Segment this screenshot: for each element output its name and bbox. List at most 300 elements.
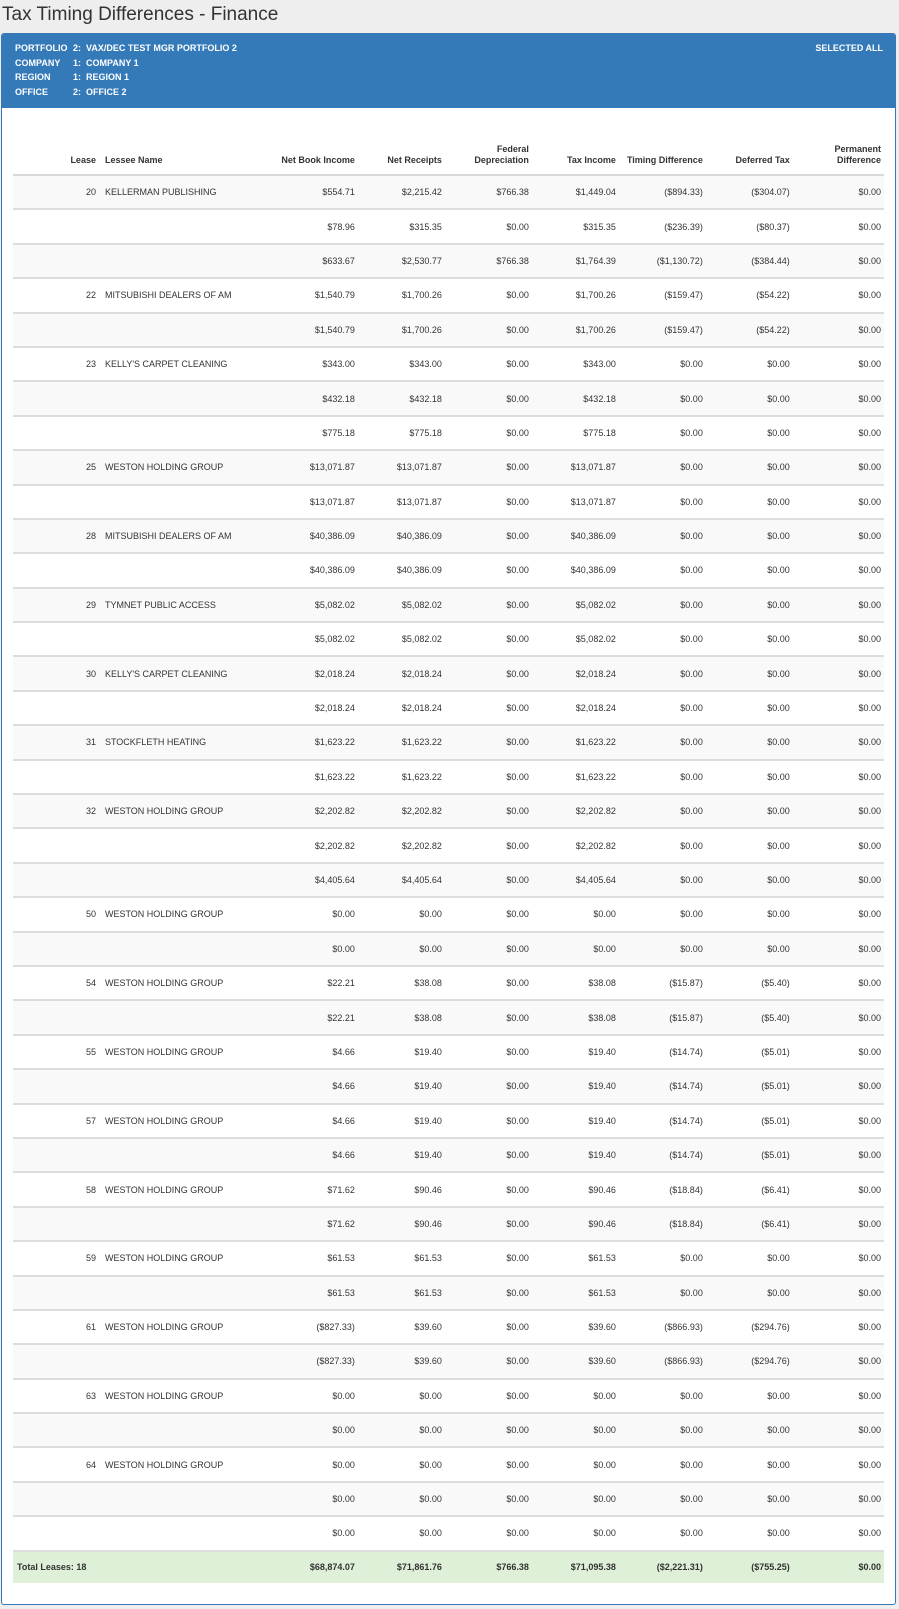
permanent-difference-cell: $0.00 bbox=[793, 450, 884, 484]
tax-income-cell: $432.18 bbox=[532, 381, 619, 415]
table-row[interactable] bbox=[13, 313, 884, 347]
net-receipts-cell: $40,386.09 bbox=[358, 519, 445, 553]
net-receipts-cell: $19.40 bbox=[358, 1035, 445, 1069]
permanent-difference-cell: $0.00 bbox=[793, 863, 884, 897]
net-book-income-cell: $2,202.82 bbox=[271, 828, 358, 862]
deferred-tax-cell: $0.00 bbox=[706, 416, 793, 450]
total-net-book-income: $68,874.07 bbox=[271, 1551, 358, 1583]
table-row[interactable] bbox=[13, 1482, 884, 1516]
lease-cell bbox=[13, 1207, 99, 1241]
tax-income-cell: $61.53 bbox=[532, 1276, 619, 1310]
net-receipts-cell: $0.00 bbox=[358, 1379, 445, 1413]
net-receipts-cell: $61.53 bbox=[358, 1276, 445, 1310]
tax-income-cell: $4,405.64 bbox=[532, 863, 619, 897]
col-header-net-book-income[interactable]: Net Book Income bbox=[271, 122, 358, 175]
table-row[interactable] bbox=[13, 1138, 884, 1172]
tax-income-cell: $5,082.02 bbox=[532, 588, 619, 622]
deferred-tax-cell: ($5.01) bbox=[706, 1138, 793, 1172]
filter-key: COMPANY bbox=[15, 57, 61, 68]
permanent-difference-cell: $0.00 bbox=[793, 209, 884, 243]
permanent-difference-cell: $0.00 bbox=[793, 1344, 884, 1378]
net-receipts-cell: $343.00 bbox=[358, 347, 445, 381]
selected-all-label: SELECTED ALL bbox=[815, 43, 883, 53]
federal-depreciation-cell: $0.00 bbox=[445, 656, 532, 690]
tax-income-cell: $61.53 bbox=[532, 1241, 619, 1275]
federal-depreciation-cell: $0.00 bbox=[445, 897, 532, 931]
tax-income-cell: $0.00 bbox=[532, 897, 619, 931]
deferred-tax-cell: ($294.76) bbox=[706, 1310, 793, 1344]
table-row[interactable] bbox=[13, 725, 884, 759]
permanent-difference-cell: $0.00 bbox=[793, 691, 884, 725]
table-row[interactable] bbox=[13, 416, 884, 450]
lease-cell bbox=[13, 1482, 99, 1516]
lessee-cell bbox=[99, 1344, 271, 1378]
filter-value: OFFICE 2 bbox=[86, 86, 127, 97]
tax-income-cell: $19.40 bbox=[532, 1138, 619, 1172]
deferred-tax-cell: ($294.76) bbox=[706, 1344, 793, 1378]
net-receipts-cell: $1,623.22 bbox=[358, 725, 445, 759]
lessee-cell bbox=[99, 1069, 271, 1103]
lessee-cell bbox=[99, 691, 271, 725]
timing-difference-cell: $0.00 bbox=[619, 897, 706, 931]
lessee-cell: WESTON HOLDING GROUP bbox=[99, 1447, 271, 1481]
lessee-cell bbox=[99, 1276, 271, 1310]
permanent-difference-cell: $0.00 bbox=[793, 1104, 884, 1138]
federal-depreciation-cell: $0.00 bbox=[445, 313, 532, 347]
net-receipts-cell: $90.46 bbox=[358, 1207, 445, 1241]
lease-cell bbox=[13, 553, 99, 587]
filter-key: OFFICE bbox=[15, 86, 48, 97]
table-row[interactable] bbox=[13, 1172, 884, 1206]
net-book-income-cell: $775.18 bbox=[271, 416, 358, 450]
net-receipts-cell: $2,202.82 bbox=[358, 794, 445, 828]
net-book-income-cell: $4.66 bbox=[271, 1104, 358, 1138]
table-row[interactable] bbox=[13, 450, 884, 484]
tax-income-cell: $1,700.26 bbox=[532, 278, 619, 312]
net-book-income-cell: $554.71 bbox=[271, 175, 358, 209]
table-row[interactable] bbox=[13, 1000, 884, 1034]
deferred-tax-cell: $0.00 bbox=[706, 1447, 793, 1481]
deferred-tax-cell: ($54.22) bbox=[706, 313, 793, 347]
table-row[interactable] bbox=[13, 1447, 884, 1481]
permanent-difference-cell: $0.00 bbox=[793, 1482, 884, 1516]
permanent-difference-cell: $0.00 bbox=[793, 622, 884, 656]
federal-depreciation-cell: $0.00 bbox=[445, 1138, 532, 1172]
tax-income-cell: $19.40 bbox=[532, 1104, 619, 1138]
table-row[interactable] bbox=[13, 794, 884, 828]
deferred-tax-cell: $0.00 bbox=[706, 622, 793, 656]
permanent-difference-cell: $0.00 bbox=[793, 553, 884, 587]
table-row[interactable] bbox=[13, 863, 884, 897]
net-book-income-cell: $4.66 bbox=[271, 1138, 358, 1172]
filter-portfolio bbox=[2, 43, 895, 58]
net-receipts-cell: $0.00 bbox=[358, 1482, 445, 1516]
table-row[interactable] bbox=[13, 966, 884, 1000]
tax-income-cell: $13,071.87 bbox=[532, 485, 619, 519]
net-book-income-cell: $40,386.09 bbox=[271, 553, 358, 587]
lessee-cell: MITSUBISHI DEALERS OF AM bbox=[99, 278, 271, 312]
lessee-cell: WESTON HOLDING GROUP bbox=[99, 450, 271, 484]
net-book-income-cell: $0.00 bbox=[271, 1379, 358, 1413]
federal-depreciation-cell: $0.00 bbox=[445, 1104, 532, 1138]
table-row[interactable] bbox=[13, 519, 884, 553]
total-permanent-difference: $0.00 bbox=[793, 1551, 884, 1583]
net-receipts-cell: $5,082.02 bbox=[358, 588, 445, 622]
filter-num: 2: bbox=[73, 43, 82, 53]
filter-region bbox=[2, 72, 895, 87]
net-receipts-cell: $315.35 bbox=[358, 209, 445, 243]
permanent-difference-cell: $0.00 bbox=[793, 932, 884, 966]
permanent-difference-cell: $0.00 bbox=[793, 485, 884, 519]
net-book-income-cell: $1,623.22 bbox=[271, 725, 358, 759]
net-book-income-cell: $61.53 bbox=[271, 1241, 358, 1275]
deferred-tax-cell: $0.00 bbox=[706, 828, 793, 862]
deferred-tax-cell: ($384.44) bbox=[706, 244, 793, 278]
federal-depreciation-cell: $0.00 bbox=[445, 828, 532, 862]
col-header-federal-depreciation[interactable] bbox=[445, 122, 532, 175]
tax-income-cell: $1,700.26 bbox=[532, 313, 619, 347]
table-row[interactable] bbox=[13, 1276, 884, 1310]
net-book-income-cell: $2,018.24 bbox=[271, 656, 358, 690]
federal-depreciation-cell: $0.00 bbox=[445, 1379, 532, 1413]
timing-difference-cell: $0.00 bbox=[619, 519, 706, 553]
tax-income-cell: $0.00 bbox=[532, 1516, 619, 1550]
lessee-cell bbox=[99, 932, 271, 966]
table-header-row bbox=[13, 122, 884, 175]
table-row[interactable] bbox=[13, 760, 884, 794]
net-receipts-cell: $1,700.26 bbox=[358, 278, 445, 312]
permanent-difference-cell: $0.00 bbox=[793, 1069, 884, 1103]
timing-difference-cell: $0.00 bbox=[619, 1379, 706, 1413]
lease-cell: 20 bbox=[13, 175, 99, 209]
federal-depreciation-cell: $0.00 bbox=[445, 691, 532, 725]
lessee-cell: WESTON HOLDING GROUP bbox=[99, 966, 271, 1000]
net-receipts-cell: $2,215.42 bbox=[358, 175, 445, 209]
net-receipts-cell: $0.00 bbox=[358, 897, 445, 931]
timing-difference-cell: $0.00 bbox=[619, 450, 706, 484]
net-receipts-cell: $19.40 bbox=[358, 1069, 445, 1103]
col-header-line: Federal bbox=[496, 144, 529, 154]
tax-income-cell: $315.35 bbox=[532, 209, 619, 243]
deferred-tax-cell: $0.00 bbox=[706, 760, 793, 794]
table-row[interactable] bbox=[13, 1104, 884, 1138]
net-book-income-cell: $61.53 bbox=[271, 1276, 358, 1310]
lessee-cell: KELLERMAN PUBLISHING bbox=[99, 175, 271, 209]
timing-difference-cell: $0.00 bbox=[619, 691, 706, 725]
table-row[interactable] bbox=[13, 691, 884, 725]
lease-cell bbox=[13, 1516, 99, 1550]
lessee-cell bbox=[99, 313, 271, 347]
lease-cell bbox=[13, 209, 99, 243]
permanent-difference-cell: $0.00 bbox=[793, 1241, 884, 1275]
net-receipts-cell: $0.00 bbox=[358, 1516, 445, 1550]
federal-depreciation-cell: $0.00 bbox=[445, 519, 532, 553]
deferred-tax-cell: $0.00 bbox=[706, 897, 793, 931]
col-header-net-receipts[interactable]: Net Receipts bbox=[358, 122, 445, 175]
net-book-income-cell: $0.00 bbox=[271, 1413, 358, 1447]
federal-depreciation-cell: $0.00 bbox=[445, 1413, 532, 1447]
lease-cell bbox=[13, 622, 99, 656]
table-row[interactable] bbox=[13, 175, 884, 209]
federal-depreciation-cell: $0.00 bbox=[445, 381, 532, 415]
total-net-receipts: $71,861.76 bbox=[358, 1551, 445, 1583]
lease-cell bbox=[13, 1344, 99, 1378]
lessee-cell bbox=[99, 828, 271, 862]
table-row[interactable] bbox=[13, 244, 884, 278]
table-row[interactable] bbox=[13, 1207, 884, 1241]
table-row[interactable] bbox=[13, 588, 884, 622]
timing-difference-cell: $0.00 bbox=[619, 485, 706, 519]
tax-income-cell: $5,082.02 bbox=[532, 622, 619, 656]
deferred-tax-cell: ($5.01) bbox=[706, 1104, 793, 1138]
net-receipts-cell: $90.46 bbox=[358, 1172, 445, 1206]
net-receipts-cell: $2,018.24 bbox=[358, 691, 445, 725]
lessee-cell bbox=[99, 622, 271, 656]
timing-difference-cell: ($14.74) bbox=[619, 1035, 706, 1069]
lessee-cell bbox=[99, 485, 271, 519]
tax-income-cell: $0.00 bbox=[532, 1379, 619, 1413]
deferred-tax-cell: $0.00 bbox=[706, 1276, 793, 1310]
lessee-cell bbox=[99, 1516, 271, 1550]
deferred-tax-cell: ($80.37) bbox=[706, 209, 793, 243]
lease-cell: 61 bbox=[13, 1310, 99, 1344]
deferred-tax-cell: ($5.01) bbox=[706, 1035, 793, 1069]
filter-company bbox=[2, 58, 895, 73]
permanent-difference-cell: $0.00 bbox=[793, 1138, 884, 1172]
timing-difference-cell: ($894.33) bbox=[619, 175, 706, 209]
net-book-income-cell: $343.00 bbox=[271, 347, 358, 381]
table-row[interactable] bbox=[13, 1310, 884, 1344]
table-row[interactable] bbox=[13, 1379, 884, 1413]
lessee-cell: TYMNET PUBLIC ACCESS bbox=[99, 588, 271, 622]
lease-cell: 57 bbox=[13, 1104, 99, 1138]
lease-cell bbox=[13, 1069, 99, 1103]
deferred-tax-cell: $0.00 bbox=[706, 794, 793, 828]
deferred-tax-cell: $0.00 bbox=[706, 381, 793, 415]
tax-income-cell: $0.00 bbox=[532, 1413, 619, 1447]
lessee-cell: KELLY'S CARPET CLEANING bbox=[99, 347, 271, 381]
permanent-difference-cell: $0.00 bbox=[793, 897, 884, 931]
lessee-cell: WESTON HOLDING GROUP bbox=[99, 1241, 271, 1275]
federal-depreciation-cell: $0.00 bbox=[445, 622, 532, 656]
net-receipts-cell: $61.53 bbox=[358, 1241, 445, 1275]
table-row[interactable] bbox=[13, 656, 884, 690]
tax-income-cell: $1,623.22 bbox=[532, 760, 619, 794]
table-row[interactable] bbox=[13, 622, 884, 656]
tax-income-cell: $38.08 bbox=[532, 966, 619, 1000]
permanent-difference-cell: $0.00 bbox=[793, 347, 884, 381]
timing-difference-cell: $0.00 bbox=[619, 381, 706, 415]
deferred-tax-cell: $0.00 bbox=[706, 485, 793, 519]
permanent-difference-cell: $0.00 bbox=[793, 966, 884, 1000]
lease-cell bbox=[13, 416, 99, 450]
tax-income-cell: $775.18 bbox=[532, 416, 619, 450]
net-receipts-cell: $2,202.82 bbox=[358, 828, 445, 862]
net-receipts-cell: $13,071.87 bbox=[358, 485, 445, 519]
net-book-income-cell: $4.66 bbox=[271, 1069, 358, 1103]
timing-difference-cell: ($866.93) bbox=[619, 1344, 706, 1378]
col-header-lessee[interactable]: Lessee Name bbox=[99, 122, 271, 175]
table-row[interactable] bbox=[13, 553, 884, 587]
net-receipts-cell: $13,071.87 bbox=[358, 450, 445, 484]
timing-difference-cell: $0.00 bbox=[619, 1413, 706, 1447]
net-book-income-cell: $5,082.02 bbox=[271, 622, 358, 656]
federal-depreciation-cell: $0.00 bbox=[445, 485, 532, 519]
permanent-difference-cell: $0.00 bbox=[793, 1035, 884, 1069]
permanent-difference-cell: $0.00 bbox=[793, 381, 884, 415]
filter-num: 1: bbox=[73, 72, 82, 82]
net-receipts-cell: $2,530.77 bbox=[358, 244, 445, 278]
net-book-income-cell: $1,540.79 bbox=[271, 313, 358, 347]
permanent-difference-cell: $0.00 bbox=[793, 313, 884, 347]
lease-cell bbox=[13, 1413, 99, 1447]
net-receipts-cell: $4,405.64 bbox=[358, 863, 445, 897]
timing-difference-cell: $0.00 bbox=[619, 347, 706, 381]
tax-income-cell: $2,202.82 bbox=[532, 794, 619, 828]
deferred-tax-cell: $0.00 bbox=[706, 1413, 793, 1447]
timing-difference-cell: $0.00 bbox=[619, 588, 706, 622]
net-receipts-cell: $39.60 bbox=[358, 1344, 445, 1378]
timing-difference-cell: $0.00 bbox=[619, 863, 706, 897]
net-book-income-cell: $22.21 bbox=[271, 1000, 358, 1034]
net-book-income-cell: $1,623.22 bbox=[271, 760, 358, 794]
net-book-income-cell: $4.66 bbox=[271, 1035, 358, 1069]
timing-difference-cell: $0.00 bbox=[619, 416, 706, 450]
permanent-difference-cell: $0.00 bbox=[793, 588, 884, 622]
permanent-difference-cell: $0.00 bbox=[793, 1447, 884, 1481]
permanent-difference-cell: $0.00 bbox=[793, 828, 884, 862]
timing-difference-cell: $0.00 bbox=[619, 1276, 706, 1310]
net-book-income-cell: $13,071.87 bbox=[271, 485, 358, 519]
col-header-deferred-tax[interactable]: Deferred Tax bbox=[706, 122, 793, 175]
table-row[interactable] bbox=[13, 209, 884, 243]
timing-difference-cell: ($15.87) bbox=[619, 966, 706, 1000]
total-deferred-tax: ($755.25) bbox=[706, 1551, 793, 1583]
lessee-cell bbox=[99, 863, 271, 897]
deferred-tax-cell: $0.00 bbox=[706, 519, 793, 553]
net-book-income-cell: $71.62 bbox=[271, 1172, 358, 1206]
timing-difference-cell: ($18.84) bbox=[619, 1207, 706, 1241]
permanent-difference-cell: $0.00 bbox=[793, 416, 884, 450]
timing-difference-cell: $0.00 bbox=[619, 1447, 706, 1481]
timing-difference-cell: $0.00 bbox=[619, 794, 706, 828]
table-row[interactable] bbox=[13, 278, 884, 312]
table-row[interactable] bbox=[13, 1344, 884, 1378]
federal-depreciation-cell: $0.00 bbox=[445, 1172, 532, 1206]
timing-difference-cell: ($15.87) bbox=[619, 1000, 706, 1034]
lease-cell: 22 bbox=[13, 278, 99, 312]
table-row[interactable] bbox=[13, 1241, 884, 1275]
deferred-tax-cell: $0.00 bbox=[706, 588, 793, 622]
col-header-timing-difference[interactable]: Timing Difference bbox=[619, 122, 706, 175]
tax-income-cell: $2,018.24 bbox=[532, 691, 619, 725]
net-book-income-cell: $22.21 bbox=[271, 966, 358, 1000]
lease-cell bbox=[13, 691, 99, 725]
federal-depreciation-cell: $0.00 bbox=[445, 1276, 532, 1310]
federal-depreciation-cell: $0.00 bbox=[445, 725, 532, 759]
table-row[interactable] bbox=[13, 828, 884, 862]
table-row[interactable] bbox=[13, 1035, 884, 1069]
lease-cell bbox=[13, 313, 99, 347]
table-row[interactable] bbox=[13, 347, 884, 381]
timing-difference-cell: ($14.74) bbox=[619, 1104, 706, 1138]
deferred-tax-cell: $0.00 bbox=[706, 656, 793, 690]
lessee-cell: KELLY'S CARPET CLEANING bbox=[99, 656, 271, 690]
lessee-cell: WESTON HOLDING GROUP bbox=[99, 794, 271, 828]
table-row[interactable] bbox=[13, 1413, 884, 1447]
totals-label: Total Leases: 18 bbox=[13, 1551, 271, 1583]
lease-cell: 30 bbox=[13, 656, 99, 690]
col-header-lease[interactable]: Lease bbox=[13, 122, 99, 175]
permanent-difference-cell: $0.00 bbox=[793, 278, 884, 312]
timing-difference-cell: ($14.74) bbox=[619, 1138, 706, 1172]
lease-cell: 58 bbox=[13, 1172, 99, 1206]
timing-difference-cell: $0.00 bbox=[619, 1516, 706, 1550]
totals-row bbox=[13, 1551, 884, 1583]
tax-income-cell: $39.60 bbox=[532, 1344, 619, 1378]
filter-office bbox=[2, 87, 895, 102]
filter-num: 2: bbox=[73, 86, 82, 97]
lease-cell: 59 bbox=[13, 1241, 99, 1275]
deferred-tax-cell: ($5.01) bbox=[706, 1069, 793, 1103]
tax-income-cell: $40,386.09 bbox=[532, 553, 619, 587]
col-header-permanent-difference[interactable] bbox=[793, 122, 884, 175]
tax-income-cell: $90.46 bbox=[532, 1172, 619, 1206]
filter-value: COMPANY 1 bbox=[86, 57, 139, 68]
deferred-tax-cell: ($5.40) bbox=[706, 1000, 793, 1034]
table-row[interactable] bbox=[13, 1516, 884, 1550]
net-receipts-cell: $5,082.02 bbox=[358, 622, 445, 656]
net-receipts-cell: $19.40 bbox=[358, 1138, 445, 1172]
total-federal-depreciation: $766.38 bbox=[445, 1551, 532, 1583]
net-receipts-cell: $38.08 bbox=[358, 1000, 445, 1034]
net-receipts-cell: $1,700.26 bbox=[358, 313, 445, 347]
lessee-cell bbox=[99, 553, 271, 587]
federal-depreciation-cell: $0.00 bbox=[445, 932, 532, 966]
table-row[interactable] bbox=[13, 485, 884, 519]
tax-income-cell: $1,623.22 bbox=[532, 725, 619, 759]
lease-cell bbox=[13, 1000, 99, 1034]
permanent-difference-cell: $0.00 bbox=[793, 1413, 884, 1447]
federal-depreciation-cell: $0.00 bbox=[445, 794, 532, 828]
federal-depreciation-cell: $0.00 bbox=[445, 588, 532, 622]
table-row[interactable] bbox=[13, 381, 884, 415]
table-row[interactable] bbox=[13, 932, 884, 966]
page-title: Tax Timing Differences - Finance bbox=[2, 4, 279, 25]
filter-value: REGION 1 bbox=[86, 72, 130, 82]
net-receipts-cell: $19.40 bbox=[358, 1104, 445, 1138]
net-book-income-cell: ($827.33) bbox=[271, 1310, 358, 1344]
net-receipts-cell: $2,018.24 bbox=[358, 656, 445, 690]
tax-income-cell: $38.08 bbox=[532, 1000, 619, 1034]
tax-income-cell: $2,202.82 bbox=[532, 828, 619, 862]
col-header-tax-income[interactable]: Tax Income bbox=[532, 122, 619, 175]
federal-depreciation-cell: $0.00 bbox=[445, 347, 532, 381]
lease-cell bbox=[13, 863, 99, 897]
federal-depreciation-cell: $0.00 bbox=[445, 1516, 532, 1550]
deferred-tax-cell: $0.00 bbox=[706, 450, 793, 484]
col-header-line: Difference bbox=[836, 155, 881, 165]
timing-difference-cell: $0.00 bbox=[619, 553, 706, 587]
net-book-income-cell: $633.67 bbox=[271, 244, 358, 278]
federal-depreciation-cell: $766.38 bbox=[445, 175, 532, 209]
table-row[interactable] bbox=[13, 897, 884, 931]
tax-income-cell: $0.00 bbox=[532, 1482, 619, 1516]
permanent-difference-cell: $0.00 bbox=[793, 656, 884, 690]
table-row[interactable] bbox=[13, 1069, 884, 1103]
net-book-income-cell: $0.00 bbox=[271, 1482, 358, 1516]
deferred-tax-cell: $0.00 bbox=[706, 932, 793, 966]
